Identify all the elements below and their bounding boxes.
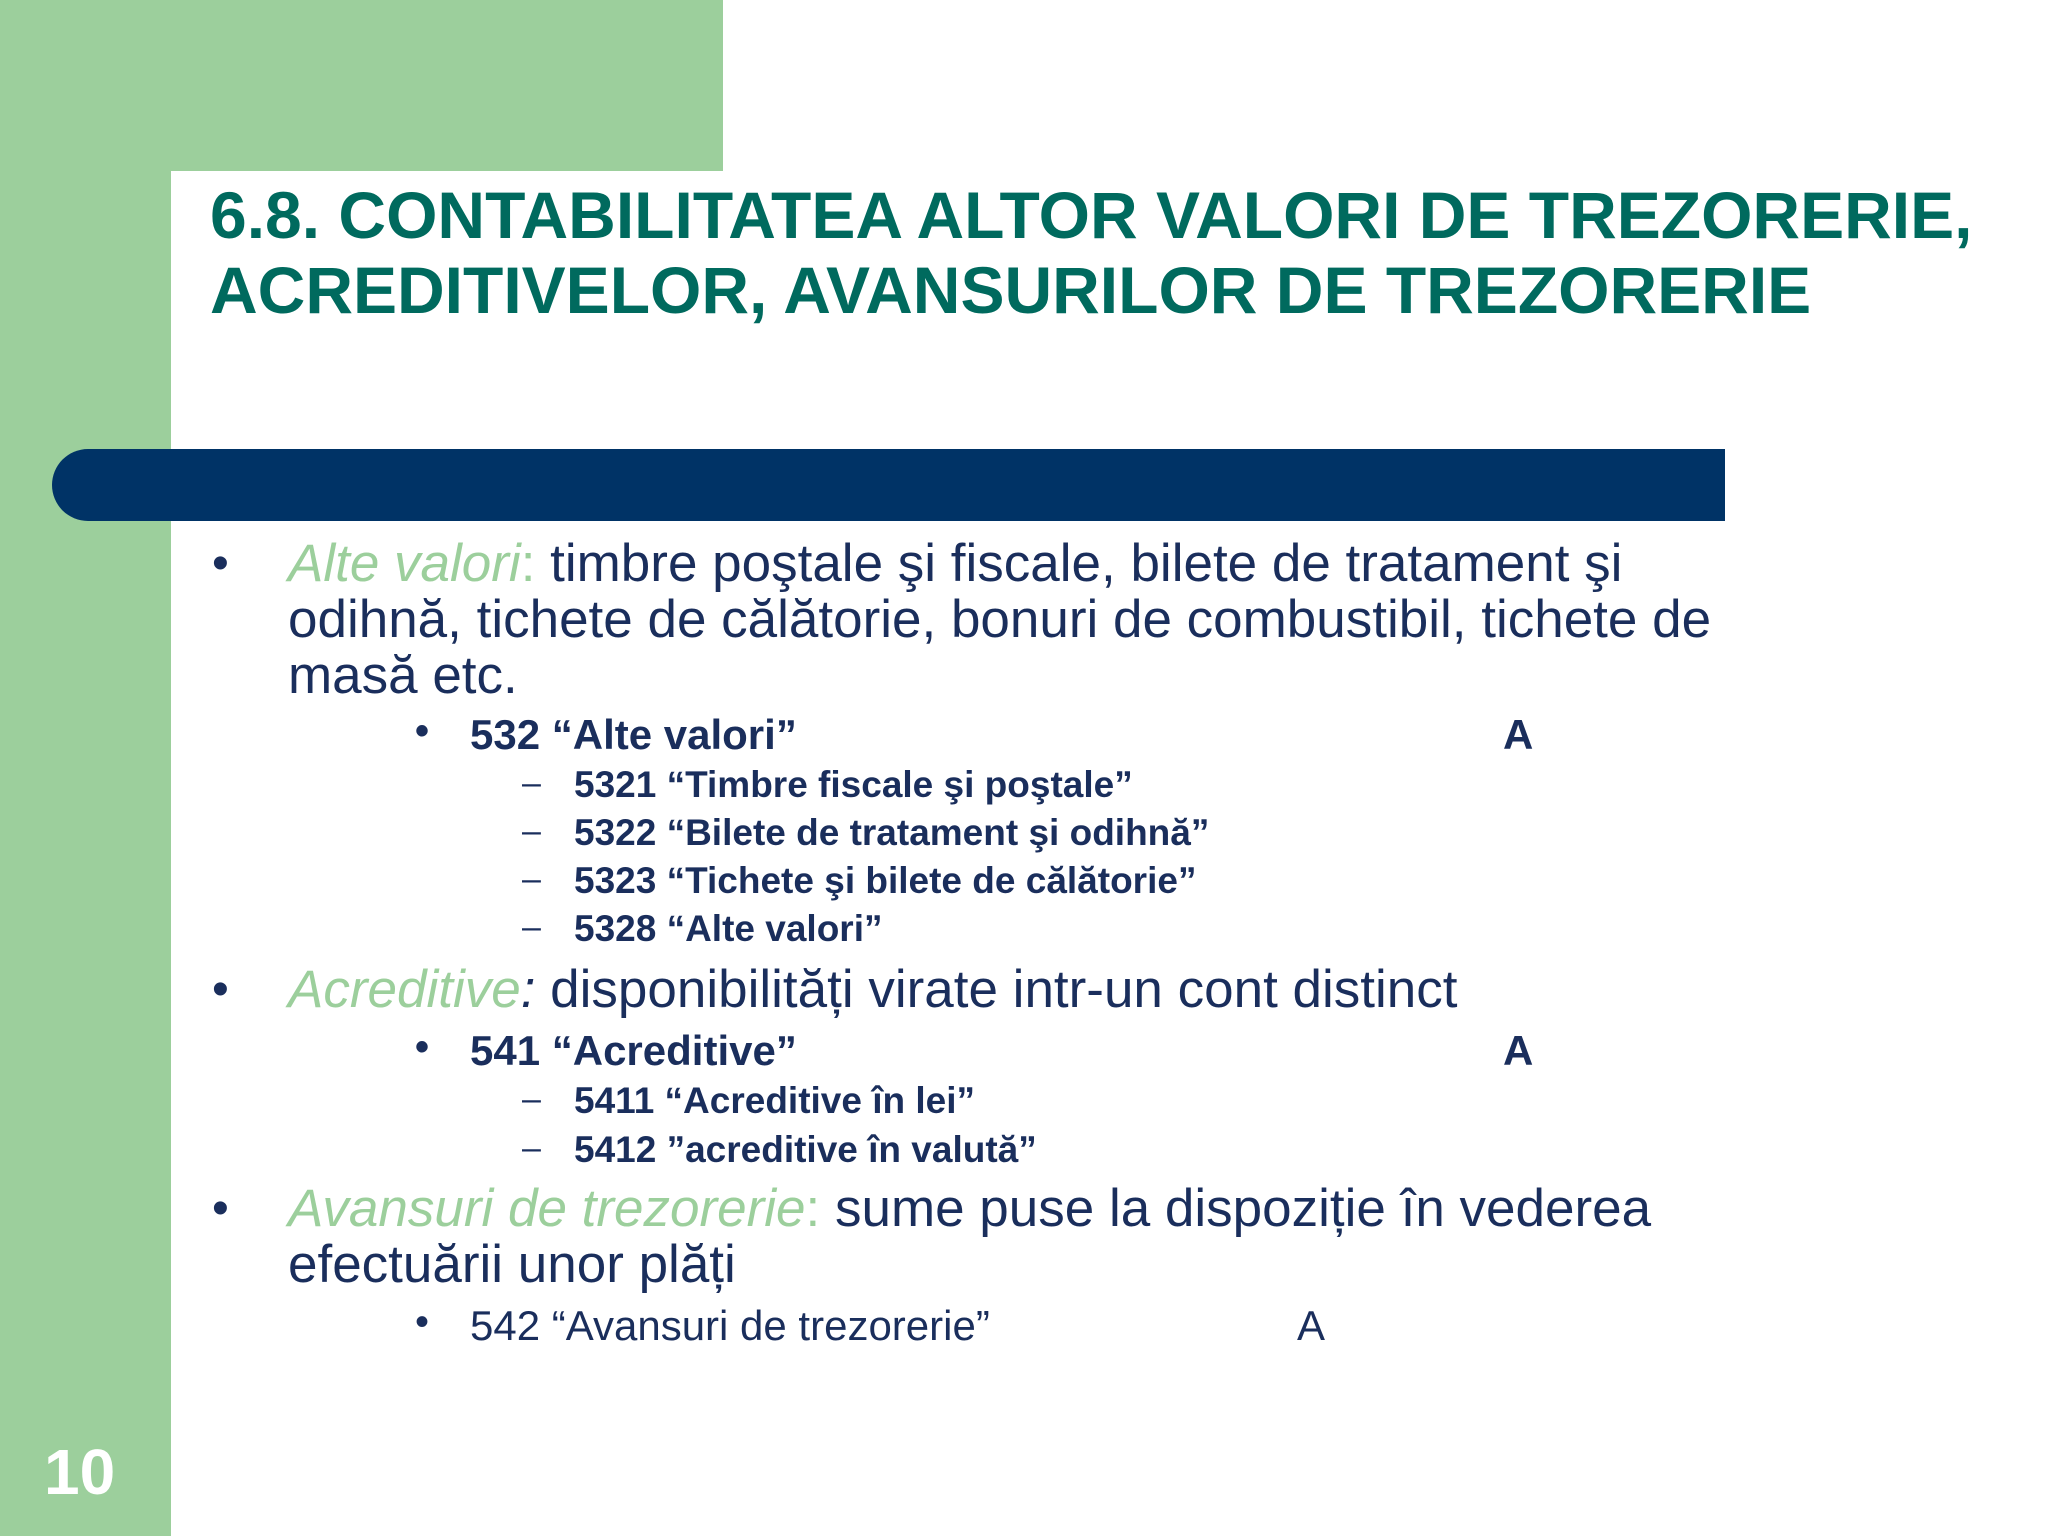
- account-label: 532 “Alte valori”: [470, 711, 797, 758]
- term-colon: :: [520, 534, 536, 593]
- account-type: A: [1503, 1027, 1534, 1074]
- bullet-icon: •: [415, 1300, 430, 1344]
- bullet-alte-valori: [212, 534, 1908, 705]
- subaccount-5411: [522, 1079, 1874, 1123]
- bullet-acreditive: [212, 960, 1908, 1019]
- subaccount-5412: [522, 1128, 1874, 1172]
- dash-icon: –: [522, 908, 541, 946]
- green-side-band: [0, 0, 171, 1536]
- title-divider-bar: [52, 449, 1725, 521]
- definition-line-1: sume puse la dispoziție în vederea: [820, 1179, 1652, 1238]
- dash-icon: –: [522, 812, 541, 850]
- subaccount-5328: [522, 907, 1874, 951]
- green-top-band: [0, 0, 723, 171]
- page-number: 10: [44, 1436, 116, 1508]
- account-542: [415, 1300, 1870, 1350]
- account-541: [415, 1025, 1870, 1075]
- account-type: A: [1503, 711, 1534, 758]
- subaccount-label: 5321 “Timbre fiscale şi poştale”: [574, 764, 1133, 805]
- subaccount-5321: [522, 763, 1874, 807]
- subaccount-label: 5412 ”acreditive în valută”: [574, 1129, 1037, 1170]
- dash-icon: –: [522, 1129, 541, 1167]
- dash-icon: –: [522, 764, 541, 802]
- term-colon: :: [805, 1179, 821, 1238]
- bullet-icon: •: [415, 709, 430, 753]
- subaccount-label: 5328 “Alte valori”: [574, 908, 883, 949]
- term-avansuri: Avansuri de trezorerie: [288, 1179, 806, 1238]
- term-alte-valori: Alte valori: [288, 534, 521, 593]
- term-colon: :: [520, 960, 536, 1019]
- subaccount-label: 5411 “Acreditive în lei”: [574, 1080, 976, 1121]
- account-532: [415, 709, 1870, 759]
- subaccount-label: 5322 “Bilete de tratament şi odihnă”: [574, 812, 1210, 853]
- bullet-icon: •: [212, 1182, 229, 1235]
- definition-line-2: efectuării unor plăți: [288, 1235, 736, 1294]
- account-label: 542 “Avansuri de trezorerie”: [470, 1302, 990, 1349]
- subaccount-5323: [522, 859, 1874, 903]
- subaccount-label: 5323 “Tichete şi bilete de călătorie”: [574, 860, 1197, 901]
- definition-line-1: disponibilități virate intr-un cont distinct: [535, 960, 1458, 1019]
- slide-title: 6.8. CONTABILITATEA ALTOR VALORI DE TREZORERIE, ACREDITIVELOR, AVANSURILOR DE TREZORERIE: [210, 178, 1973, 327]
- bullet-icon: •: [212, 537, 229, 590]
- term-acreditive: Acreditive: [288, 960, 521, 1019]
- dash-icon: –: [522, 860, 541, 898]
- account-type: A: [1297, 1302, 1326, 1349]
- subaccount-5322: [522, 811, 1874, 855]
- bullet-icon: •: [212, 963, 229, 1016]
- definition-line-1: timbre poştale şi fiscale, bilete de tratament şi: [535, 534, 1623, 593]
- bullet-icon: •: [415, 1025, 430, 1069]
- bullet-avansuri: [212, 1179, 1908, 1294]
- account-label: 541 “Acreditive”: [470, 1027, 797, 1074]
- dash-icon: –: [522, 1080, 541, 1118]
- definition-line-2: odihnă, tichete de călătorie, bonuri de combustibil, tichete de: [288, 590, 1712, 649]
- definition-line-3: masă etc.: [288, 646, 518, 705]
